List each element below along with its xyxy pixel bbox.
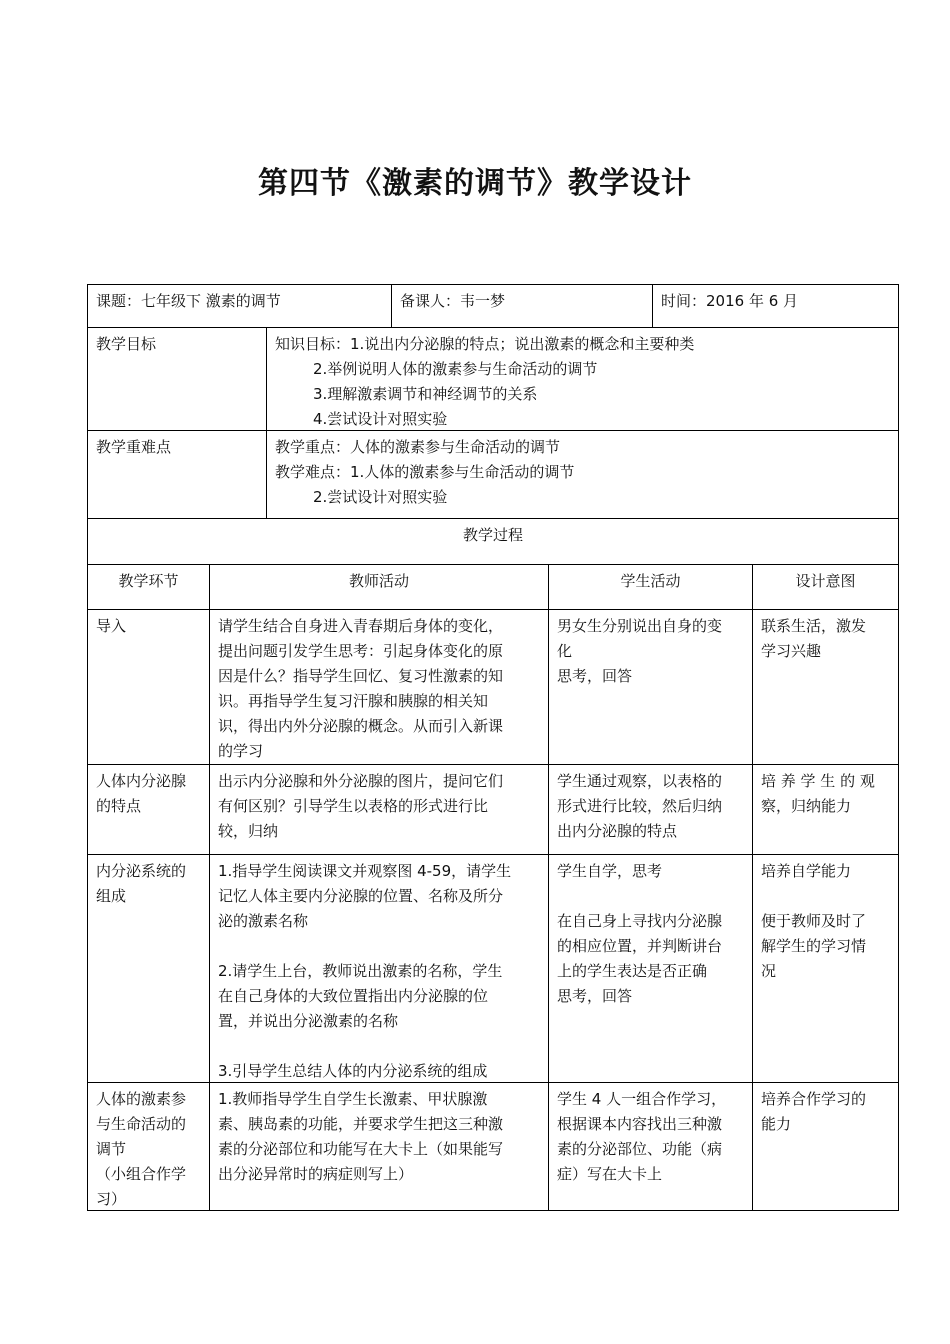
- student-text: 症）写在大卡上: [557, 1165, 663, 1183]
- column-header-teacher: [209, 565, 548, 609]
- stage-cell: [88, 765, 209, 854]
- student-text: 素的分泌部位、功能（病: [557, 1140, 723, 1158]
- header-row: [88, 285, 898, 327]
- stage-text: 的特点: [96, 797, 142, 815]
- stage-text: 与生命活动的: [96, 1115, 187, 1133]
- design-intent-cell: [752, 765, 898, 854]
- objectives-content-cell: [266, 328, 898, 430]
- student-text: 男女生分别说出自身的变: [557, 617, 723, 635]
- teacher-text: 识。再指导学生复习汗腺和胰腺的相关知: [218, 692, 489, 710]
- student-text: 学生 4 人一组合作学习，: [557, 1090, 727, 1108]
- intent-text: 培 养 学 生 的 观: [761, 772, 875, 790]
- column-header-label: 学生活动: [620, 572, 681, 590]
- table-row: [88, 764, 898, 854]
- objective-line: 知识目标：1.说出内分泌腺的特点；说出激素的概念和主要种类: [275, 335, 695, 353]
- teacher-text: 2.请学生上台，教师说出激素的名称，学生: [218, 962, 503, 980]
- teacher-text: 有何区别？引导学生以表格的形式进行比: [218, 797, 489, 815]
- column-header-row: [88, 564, 898, 609]
- time-cell: [652, 285, 898, 327]
- student-text: 根据课本内容找出三种激: [557, 1115, 723, 1133]
- objective-line: 2.举例说明人体的激素参与生命活动的调节: [313, 360, 598, 378]
- intent-text: [761, 884, 890, 909]
- teacher-text: 素、胰岛素的功能，并要求学生把这三种激: [218, 1115, 504, 1133]
- student-text: 学生通过观察，以表格的: [557, 772, 723, 790]
- column-header-label: 设计意图: [795, 572, 856, 590]
- teacher-text: 识，得出内外分泌腺的概念。从而引入新课: [218, 717, 504, 735]
- stage-text: 习）: [96, 1190, 127, 1208]
- process-heading: 教学过程: [462, 526, 523, 544]
- teacher-activity-cell: [209, 765, 548, 854]
- column-header-stage: [88, 565, 209, 609]
- teacher-text: [218, 1034, 540, 1059]
- key-points-content-cell: [266, 431, 898, 518]
- stage-cell: [88, 610, 209, 764]
- stage-text: （小组合作学: [96, 1165, 187, 1183]
- teacher-text: 素的分泌部位和功能写在大卡上（如果能写: [218, 1140, 504, 1158]
- teacher-activity-cell: [209, 855, 548, 1082]
- student-text: 化: [557, 642, 573, 660]
- design-intent-cell: [752, 1083, 898, 1210]
- key-points-label-cell: [88, 431, 266, 518]
- intent-text: 联系生活，激发: [761, 617, 867, 635]
- column-header-label: 教师活动: [348, 572, 409, 590]
- objective-line: 3.理解激素调节和神经调节的关系: [313, 385, 538, 403]
- time-text: 时间：2016 年 6 月: [661, 292, 799, 310]
- intent-text: 能力: [761, 1115, 792, 1133]
- teacher-text: 出示内分泌腺和外分泌腺的图片，提问它们: [218, 772, 504, 790]
- objective-line: 4.尝试设计对照实验: [313, 410, 448, 428]
- teacher-activity-cell: [209, 610, 548, 764]
- objectives-label-cell: [88, 328, 266, 430]
- preparer-cell: [391, 285, 652, 327]
- intent-text: 察，归纳能力: [761, 797, 852, 815]
- objectives-label: 教学目标: [96, 335, 157, 353]
- student-text: [557, 884, 744, 909]
- stage-cell: [88, 1083, 209, 1210]
- teacher-text: [218, 934, 540, 959]
- teacher-activity-cell: [209, 1083, 548, 1210]
- teacher-text: 出分泌异常时的病症则写上）: [218, 1165, 414, 1183]
- student-text: 的相应位置，并判断讲台: [557, 937, 723, 955]
- stage-text: 调节: [96, 1140, 127, 1158]
- design-intent-cell: [752, 855, 898, 1082]
- student-text: 在自己身上寻找内分泌腺: [557, 912, 723, 930]
- student-text: 学生自学，思考: [557, 862, 663, 880]
- intent-text: 培养自学能力: [761, 862, 852, 880]
- student-text: 思考，回答: [557, 987, 633, 1005]
- student-text: 思考，回答: [557, 667, 633, 685]
- stage-text: 内分泌系统的: [96, 862, 187, 880]
- key-points-row: [88, 430, 898, 518]
- key-points-label: 教学重难点: [96, 438, 172, 456]
- student-activity-cell: [548, 855, 752, 1082]
- lesson-plan-table: [87, 284, 899, 1211]
- key-point-line: 2.尝试设计对照实验: [313, 488, 448, 506]
- design-intent-cell: [752, 610, 898, 764]
- teacher-text: 泌的激素名称: [218, 912, 309, 930]
- teacher-text: 置，并说出分泌激素的名称: [218, 1012, 399, 1030]
- teacher-text: 请学生结合自身进入青春期后身体的变化，: [218, 617, 504, 635]
- stage-text: 导入: [96, 617, 127, 635]
- stage-text: 人体内分泌腺: [96, 772, 187, 790]
- teacher-text: 3.引导学生总结人体的内分泌系统的组成: [218, 1062, 488, 1080]
- intent-text: 便于教师及时了: [761, 912, 867, 930]
- intent-text: 况: [761, 962, 777, 980]
- document-title: 第四节《激素的调节》教学设计: [258, 166, 692, 201]
- table-row: [88, 609, 898, 764]
- student-activity-cell: [548, 765, 752, 854]
- teacher-text: 在自己身体的大致位置指出内分泌腺的位: [218, 987, 489, 1005]
- stage-text: 组成: [96, 887, 127, 905]
- table-row: [88, 854, 898, 1082]
- column-header-student: [548, 565, 752, 609]
- teacher-text: 提出问题引发学生思考：引起身体变化的原: [218, 642, 504, 660]
- topic-cell: [88, 285, 391, 327]
- student-activity-cell: [548, 1083, 752, 1210]
- teacher-text: 记忆人体主要内分泌腺的位置、名称及所分: [218, 887, 504, 905]
- preparer-text: 备课人：韦一梦: [400, 292, 506, 310]
- table-row: [88, 1082, 898, 1210]
- student-text: 上的学生表达是否正确: [557, 962, 708, 980]
- student-activity-cell: [548, 610, 752, 764]
- teacher-text: 因是什么？指导学生回忆、复习性激素的知: [218, 667, 504, 685]
- intent-text: 学习兴趣: [761, 642, 822, 660]
- topic-text: 课题：七年级下 激素的调节: [96, 292, 281, 310]
- stage-text: 人体的激素参: [96, 1090, 187, 1108]
- intent-text: 解学生的学习情: [761, 937, 867, 955]
- key-point-line: 教学难点：1.人体的激素参与生命活动的调节: [275, 463, 575, 481]
- intent-text: 培养合作学习的: [761, 1090, 867, 1108]
- process-heading-row: [88, 518, 898, 564]
- teacher-text: 的学习: [218, 742, 264, 760]
- column-header-intent: [752, 565, 898, 609]
- student-text: 出内分泌腺的特点: [557, 822, 678, 840]
- teacher-text: 1.教师指导学生自学生长激素、甲状腺激: [218, 1090, 488, 1108]
- teacher-text: 1.指导学生阅读课文并观察图 4-59，请学生: [218, 862, 512, 880]
- process-heading-cell: [88, 519, 898, 564]
- stage-cell: [88, 855, 209, 1082]
- column-header-label: 教学环节: [118, 572, 179, 590]
- student-text: 形式进行比较，然后归纳: [557, 797, 723, 815]
- objectives-row: [88, 327, 898, 430]
- key-point-line: 教学重点：人体的激素参与生命活动的调节: [275, 438, 561, 456]
- teacher-text: 较，归纳: [218, 822, 279, 840]
